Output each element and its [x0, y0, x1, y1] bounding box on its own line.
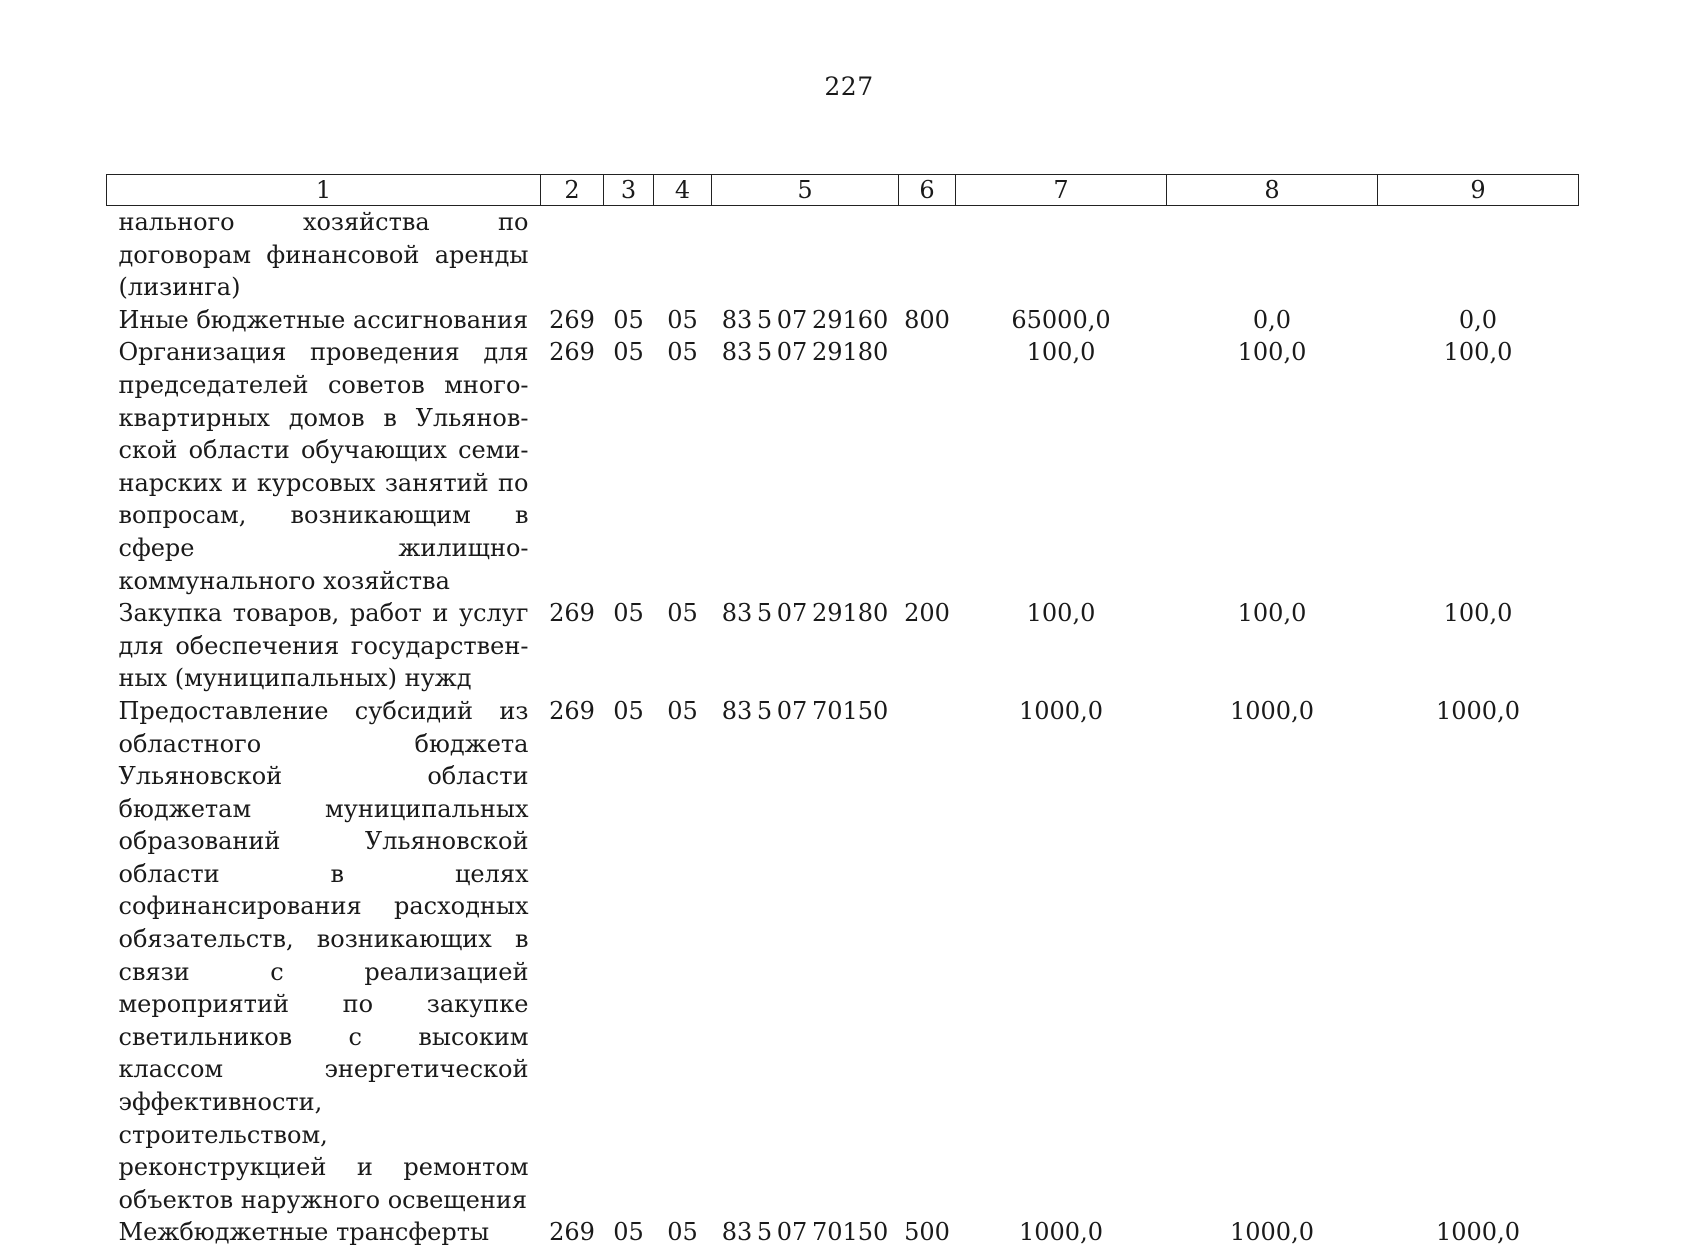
- row-section-code: 05: [613, 305, 644, 334]
- row-amount-col7: 1000,0: [1019, 1218, 1103, 1247]
- row-amount-col9: 0,0: [1458, 305, 1498, 334]
- row-ministry-code: 269: [549, 696, 595, 725]
- row-amount-col8: 1000,0: [1230, 1218, 1314, 1247]
- column-header-2: 2: [541, 175, 604, 206]
- page-number: 227: [824, 72, 874, 101]
- table-row: [107, 597, 1579, 695]
- column-header-4: 4: [654, 175, 712, 206]
- row-amount-col7: 65000,0: [1011, 305, 1111, 334]
- row-expense-type: 200: [904, 599, 950, 628]
- column-header-7: 7: [956, 175, 1167, 206]
- row-name: Иные бюджетные ассигнования: [118, 305, 529, 334]
- budget-table: [106, 174, 1579, 1249]
- row-ministry-code: 269: [549, 305, 595, 334]
- table-row: [107, 1216, 1579, 1249]
- row-amount-col8: [1167, 206, 1378, 304]
- row-target-article: 83 5 07 29180: [721, 599, 889, 628]
- row-amount-col9: 1000,0: [1436, 1218, 1520, 1247]
- row-section-code: 05: [613, 696, 644, 725]
- column-header-1: 1: [107, 175, 541, 206]
- row-target-article: 83 5 07 29180: [721, 338, 889, 367]
- row-target-article: 83 5 07 29160: [721, 305, 889, 334]
- row-target-article: 83 5 07 70150: [721, 696, 889, 725]
- row-name: нального хозяйства по договорам финансовой аренды (лизинга): [118, 208, 529, 302]
- row-amount-col7: 100,0: [1026, 338, 1096, 367]
- row-section-code: 05: [613, 338, 644, 367]
- row-subsection-code: 05: [667, 599, 698, 628]
- row-amount-col8: 100,0: [1237, 338, 1307, 367]
- table-row: [107, 336, 1579, 597]
- row-section-code: 05: [613, 1218, 644, 1247]
- row-amount-col8: 0,0: [1252, 305, 1292, 334]
- row-name: Межбюджетные трансферты: [118, 1218, 490, 1247]
- column-header-6: 6: [899, 175, 956, 206]
- row-ministry-code: [541, 206, 604, 304]
- row-amount-col7: 1000,0: [1019, 696, 1103, 725]
- row-amount-col9: 1000,0: [1436, 696, 1520, 725]
- column-header-5: 5: [712, 175, 899, 206]
- row-amount-col8: 1000,0: [1230, 696, 1314, 725]
- row-amount-col9: 100,0: [1443, 338, 1513, 367]
- row-subsection-code: [654, 206, 712, 304]
- row-expense-type: [899, 206, 956, 304]
- row-subsection-code: 05: [667, 305, 698, 334]
- table-row: [107, 206, 1579, 304]
- row-subsection-code: 05: [667, 696, 698, 725]
- row-subsection-code: 05: [667, 1218, 698, 1247]
- row-ministry-code: 269: [549, 338, 595, 367]
- row-amount-col9: [1378, 206, 1579, 304]
- row-amount-col7: 100,0: [1026, 599, 1096, 628]
- row-subsection-code: 05: [667, 338, 698, 367]
- row-amount-col7: [956, 206, 1167, 304]
- row-name: Закупка товаров, работ и услуг для обеспечения государственных (муниципальных) нужд: [118, 599, 529, 693]
- row-name: Предоставление субсидий из областного бюджета Ульяновской области бюджетам муниципальных образований Ульяновской области в целях софинансирования расходных обязательств, возникающих в связи с реализацией мероприятий по закупке светильников с высоким классом энергетической эффективности, строительством, реконструкцией и ремонтом объектов наружного освещения: [118, 696, 529, 1214]
- row-name: Организация проведения для председателей советов многоквартирных домов в Ульяновской области обучающих семинарских и курсовых занятий по вопросам, возникающим в сфере жилищно-коммунального хозяйства: [118, 338, 529, 595]
- table-row: [107, 695, 1579, 1217]
- row-ministry-code: 269: [549, 1218, 595, 1247]
- column-header-3: 3: [604, 175, 654, 206]
- row-expense-type: [899, 336, 956, 597]
- column-number-row: [107, 175, 1579, 206]
- row-expense-type: 800: [904, 305, 950, 334]
- table-row: [107, 304, 1579, 337]
- row-expense-type: 500: [904, 1218, 950, 1247]
- row-ministry-code: 269: [549, 599, 595, 628]
- row-amount-col9: 100,0: [1443, 599, 1513, 628]
- column-header-9: 9: [1378, 175, 1579, 206]
- row-target-article: 83 5 07 70150: [721, 1218, 889, 1247]
- column-header-8: 8: [1167, 175, 1378, 206]
- row-amount-col8: 100,0: [1237, 599, 1307, 628]
- row-expense-type: [899, 695, 956, 1217]
- row-section-code: [604, 206, 654, 304]
- row-section-code: 05: [613, 599, 644, 628]
- row-target-article: [712, 206, 899, 304]
